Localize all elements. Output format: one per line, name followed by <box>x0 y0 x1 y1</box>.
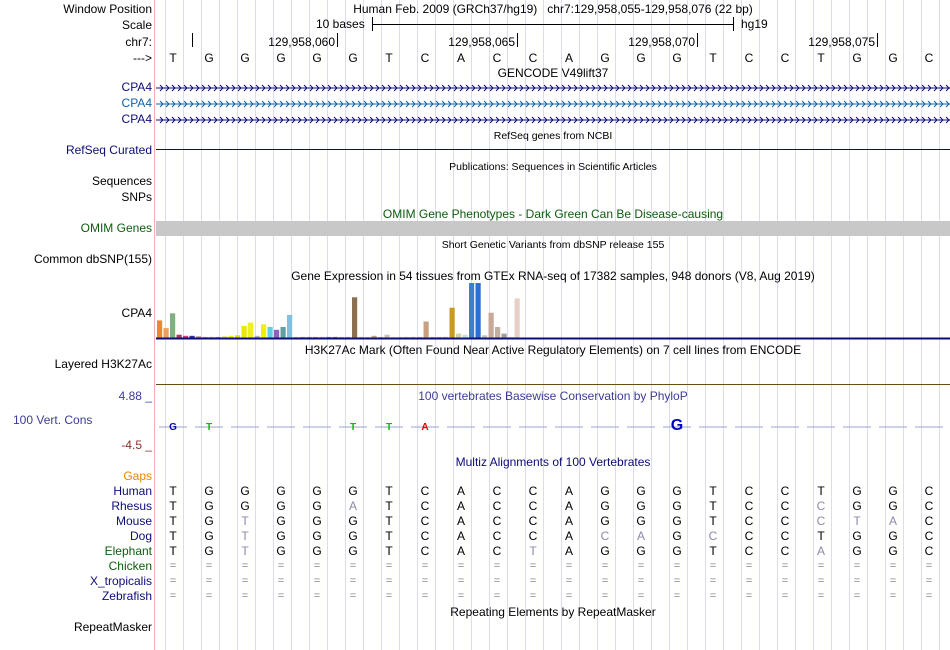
gtex-tissue-bar[interactable] <box>287 315 292 338</box>
scale-bar-right-tick <box>733 17 734 31</box>
multiz-aligned-base: G <box>276 514 286 528</box>
multiz-species-label[interactable]: Zebrafish <box>101 589 152 603</box>
multiz-aligned-base: T <box>241 544 249 558</box>
multiz-aligned-base: C <box>420 499 430 513</box>
multiz-aligned-base: G <box>672 529 682 543</box>
label-column-border <box>154 0 155 650</box>
multiz-aligned-base: = <box>313 575 321 587</box>
multiz-aligned-base: C <box>780 544 790 558</box>
multiz-aligned-base: = <box>349 590 357 602</box>
multiz-aligned-base: = <box>889 575 897 587</box>
multiz-species-label[interactable]: Human <box>113 484 152 498</box>
multiz-aligned-base: = <box>673 575 681 587</box>
multiz-aligned-base: G <box>240 499 250 513</box>
multiz-aligned-base: = <box>493 575 501 587</box>
reference-base: G <box>240 51 250 65</box>
multiz-aligned-base: = <box>745 575 753 587</box>
multiz-aligned-base: G <box>600 544 610 558</box>
multiz-species-label[interactable]: Mouse <box>115 514 152 528</box>
multiz-aligned-base: T <box>709 499 717 513</box>
multiz-aligned-base: G <box>672 544 682 558</box>
phylop-track-label[interactable]: 100 Vert. Cons <box>13 413 93 427</box>
multiz-aligned-base: = <box>709 575 717 587</box>
multiz-aligned-base: = <box>817 575 825 587</box>
multiz-aligned-base: = <box>781 590 789 602</box>
reference-base: C <box>420 51 430 65</box>
multiz-aligned-base: A <box>564 499 573 513</box>
multiz-aligned-base: C <box>528 529 538 543</box>
gtex-tissue-bar[interactable] <box>515 298 520 338</box>
multiz-aligned-base: = <box>169 590 177 602</box>
reference-base: T <box>169 51 177 65</box>
omim-gene-bar[interactable] <box>156 221 950 236</box>
multiz-aligned-base: C <box>492 484 502 498</box>
multiz-aligned-base: T <box>817 529 825 543</box>
gtex-tissue-bar[interactable] <box>476 283 481 338</box>
multiz-aligned-base: G <box>204 499 214 513</box>
gtex-tissue-bar[interactable] <box>352 297 357 338</box>
gaps-label: Gaps <box>123 469 152 483</box>
multiz-aligned-base: T <box>529 544 537 558</box>
multiz-species-label[interactable]: Elephant <box>104 544 152 558</box>
multiz-aligned-base: A <box>456 529 465 543</box>
multiz-aligned-base: G <box>636 514 646 528</box>
phylop-base-glyph: G <box>169 422 177 433</box>
reference-base: C <box>492 51 502 65</box>
multiz-aligned-base: = <box>745 590 753 602</box>
multiz-aligned-base: G <box>852 529 862 543</box>
multiz-aligned-base: C <box>924 514 934 528</box>
multiz-aligned-base: C <box>744 484 754 498</box>
assembly-position-title: Human Feb. 2009 (GRCh37/hg19) chr7:129,958,055-129,958,076 (22 bp) <box>353 2 753 16</box>
multiz-aligned-base: A <box>564 529 573 543</box>
scale-bar <box>372 24 733 25</box>
multiz-aligned-base: G <box>204 544 214 558</box>
repeatmasker-track-title: Repeating Elements by RepeatMasker <box>450 605 656 619</box>
h3k27ac-track-title: H3K27Ac Mark (Often Found Near Active Regulatory Elements) on 7 cell lines from ENCODE <box>304 343 802 357</box>
multiz-aligned-base: G <box>672 499 682 513</box>
multiz-aligned-base: G <box>348 514 358 528</box>
multiz-aligned-base: T <box>709 544 717 558</box>
multiz-species-label[interactable]: Dog <box>129 529 152 543</box>
h3k27ac-track-label[interactable]: Layered H3K27Ac <box>54 357 152 371</box>
multiz-aligned-base: G <box>240 484 250 498</box>
multiz-aligned-base: = <box>241 575 249 587</box>
multiz-aligned-base: C <box>744 499 754 513</box>
reference-base: C <box>924 51 934 65</box>
gtex-tissue-bar[interactable] <box>456 334 461 338</box>
ruler-tick-label: 129,958,075 <box>808 35 875 49</box>
multiz-aligned-base: = <box>349 560 357 572</box>
multiz-aligned-base: = <box>601 575 609 587</box>
multiz-aligned-base: = <box>241 590 249 602</box>
multiz-aligned-base: C <box>816 499 826 513</box>
gtex-tissue-bar[interactable] <box>157 320 162 338</box>
multiz-aligned-base: = <box>637 575 645 587</box>
multiz-aligned-base: = <box>565 575 573 587</box>
gtex-track-label[interactable]: CPA4 <box>121 306 152 320</box>
phylop-max-value: 4.88 _ <box>118 389 152 403</box>
multiz-aligned-base: = <box>565 590 573 602</box>
multiz-aligned-base: G <box>888 499 898 513</box>
multiz-aligned-base: = <box>781 575 789 587</box>
reference-base: A <box>456 51 465 65</box>
multiz-aligned-base: G <box>636 484 646 498</box>
multiz-aligned-base: C <box>924 499 934 513</box>
multiz-aligned-base: G <box>204 529 214 543</box>
multiz-aligned-base: C <box>780 499 790 513</box>
scale-label: Scale <box>121 18 152 32</box>
refseq-gene-line[interactable] <box>156 149 950 150</box>
multiz-aligned-base: C <box>492 529 502 543</box>
multiz-aligned-base: C <box>780 484 790 498</box>
multiz-aligned-base: T <box>169 499 177 513</box>
multiz-aligned-base: G <box>348 529 358 543</box>
multiz-aligned-base: C <box>816 514 826 528</box>
multiz-aligned-base: G <box>600 514 610 528</box>
multiz-aligned-base: A <box>564 514 573 528</box>
multiz-aligned-base: C <box>420 514 430 528</box>
multiz-aligned-base: A <box>456 544 465 558</box>
multiz-aligned-base: = <box>637 560 645 572</box>
multiz-aligned-base: C <box>924 529 934 543</box>
ruler-tick <box>517 33 518 47</box>
multiz-aligned-base: G <box>348 484 358 498</box>
multiz-aligned-base: T <box>241 529 249 543</box>
multiz-aligned-base: C <box>420 529 430 543</box>
multiz-aligned-base: = <box>421 560 429 572</box>
multiz-aligned-base: = <box>709 590 717 602</box>
multiz-aligned-base: = <box>745 560 753 572</box>
multiz-aligned-base: = <box>493 590 501 602</box>
scale-bar-text: 10 bases <box>316 17 365 31</box>
gencode-gene-models[interactable] <box>156 80 950 128</box>
multiz-aligned-base: G <box>312 484 322 498</box>
multiz-aligned-base: = <box>421 590 429 602</box>
multiz-aligned-base: C <box>744 514 754 528</box>
ruler-tick <box>697 33 698 47</box>
multiz-aligned-base: G <box>852 544 862 558</box>
reference-base: G <box>636 51 646 65</box>
omim-track-label[interactable]: OMIM Genes <box>80 221 152 235</box>
multiz-aligned-base: A <box>564 484 573 498</box>
multiz-aligned-base: T <box>169 529 177 543</box>
multiz-aligned-base: = <box>601 590 609 602</box>
gtex-tissue-bar[interactable] <box>242 326 247 338</box>
multiz-aligned-base: = <box>853 590 861 602</box>
phylop-base-glyph: T <box>385 422 393 433</box>
multiz-aligned-base: = <box>205 575 213 587</box>
multiz-aligned-base: = <box>673 560 681 572</box>
multiz-aligned-base: = <box>853 575 861 587</box>
multiz-aligned-base: A <box>456 499 465 513</box>
multiz-aligned-base: T <box>385 544 393 558</box>
gtex-tissue-bar[interactable] <box>164 328 169 338</box>
multiz-aligned-base: T <box>169 484 177 498</box>
multiz-aligned-base: C <box>744 544 754 558</box>
multiz-aligned-base: G <box>312 514 322 528</box>
multiz-aligned-base: G <box>276 499 286 513</box>
multiz-aligned-base: = <box>817 560 825 572</box>
multiz-aligned-base: T <box>817 484 825 498</box>
multiz-aligned-base: T <box>709 514 717 528</box>
multiz-aligned-base: G <box>672 484 682 498</box>
multiz-aligned-base: = <box>385 575 393 587</box>
multiz-aligned-base: T <box>385 529 393 543</box>
multiz-aligned-base: C <box>528 514 538 528</box>
multiz-aligned-base: = <box>709 560 717 572</box>
multiz-aligned-base: A <box>564 544 573 558</box>
multiz-aligned-base: G <box>600 484 610 498</box>
publications-label-snps[interactable]: SNPs <box>121 190 152 204</box>
multiz-aligned-base: G <box>312 544 322 558</box>
multiz-aligned-base: T <box>853 514 861 528</box>
gtex-tissue-bar[interactable] <box>469 283 474 338</box>
multiz-aligned-base: T <box>169 514 177 528</box>
multiz-aligned-base: G <box>312 499 322 513</box>
multiz-aligned-base: C <box>744 529 754 543</box>
multiz-aligned-base: = <box>493 560 501 572</box>
gtex-expression-chart[interactable] <box>156 283 950 341</box>
multiz-track-title: Multiz Alignments of 100 Vertebrates <box>455 455 651 469</box>
multiz-aligned-base: C <box>492 544 502 558</box>
reference-base: G <box>204 51 214 65</box>
gtex-tissue-bar[interactable] <box>489 313 494 338</box>
multiz-aligned-base: = <box>385 560 393 572</box>
multiz-aligned-base: G <box>852 484 862 498</box>
gencode-track-title: GENCODE V49lift37 <box>497 66 609 80</box>
multiz-aligned-base: A <box>816 544 825 558</box>
multiz-aligned-base: = <box>277 560 285 572</box>
multiz-aligned-base: C <box>528 499 538 513</box>
multiz-aligned-base: C <box>924 544 934 558</box>
reference-base: T <box>709 51 717 65</box>
multiz-aligned-base: = <box>781 560 789 572</box>
scale-bar-left-tick <box>372 17 373 31</box>
multiz-aligned-base: G <box>348 544 358 558</box>
multiz-aligned-base: C <box>600 529 610 543</box>
dbsnp-track-label[interactable]: Common dbSNP(155) <box>33 252 152 266</box>
multiz-aligned-base: G <box>276 484 286 498</box>
dbsnp-track-title: Short Genetic Variants from dbSNP release 155 <box>441 239 665 251</box>
gtex-track-title: Gene Expression in 54 tissues from GTEx RNA-seq of 17382 samples, 948 donors (V8, Aug 2019) <box>291 269 815 283</box>
multiz-aligned-base: = <box>853 560 861 572</box>
multiz-aligned-base: C <box>420 484 430 498</box>
multiz-aligned-base: G <box>276 529 286 543</box>
gtex-tissue-bar[interactable] <box>424 322 429 339</box>
multiz-aligned-base: = <box>277 590 285 602</box>
multiz-aligned-base: = <box>925 560 933 572</box>
multiz-aligned-base: = <box>457 590 465 602</box>
multiz-aligned-base: A <box>888 514 897 528</box>
multiz-species-label[interactable]: Chicken <box>108 559 152 573</box>
multiz-aligned-base: A <box>636 529 645 543</box>
gtex-tissue-bar[interactable] <box>170 313 175 338</box>
multiz-aligned-base: = <box>925 590 933 602</box>
multiz-aligned-base: A <box>456 514 465 528</box>
phylop-track-title: 100 vertebrates Basewise Conservation by PhyloP <box>418 389 688 403</box>
multiz-aligned-base: T <box>385 514 393 528</box>
ruler-tick-label: 129,958,065 <box>448 35 515 49</box>
multiz-aligned-base: C <box>492 514 502 528</box>
multiz-aligned-base: G <box>636 544 646 558</box>
multiz-aligned-base: = <box>889 590 897 602</box>
multiz-aligned-base: = <box>241 560 249 572</box>
multiz-aligned-base: = <box>925 575 933 587</box>
ruler-tick <box>877 33 878 47</box>
multiz-aligned-base: T <box>385 484 393 498</box>
omim-track-title: OMIM Gene Phenotypes - Dark Green Can Be Disease-causing <box>382 207 724 221</box>
multiz-aligned-base: T <box>709 484 717 498</box>
gtex-tissue-bar[interactable] <box>274 330 279 338</box>
gencode-gene-label-2[interactable]: CPA4 <box>121 96 152 110</box>
reference-base: G <box>348 51 358 65</box>
reference-base: C <box>780 51 790 65</box>
refseq-track-label[interactable]: RefSeq Curated <box>65 143 152 157</box>
gtex-tissue-bar[interactable] <box>281 327 286 338</box>
multiz-aligned-base: = <box>205 560 213 572</box>
multiz-aligned-base: C <box>420 544 430 558</box>
multiz-aligned-base: C <box>528 484 538 498</box>
h3k27ac-baseline[interactable] <box>156 384 950 385</box>
multiz-aligned-base: = <box>169 560 177 572</box>
ruler-tick <box>337 33 338 47</box>
reference-base: G <box>672 51 682 65</box>
reference-base: G <box>888 51 898 65</box>
multiz-aligned-base: = <box>457 575 465 587</box>
assembly-tag: hg19 <box>741 17 768 31</box>
multiz-aligned-base: = <box>205 590 213 602</box>
reference-base: C <box>744 51 754 65</box>
reference-base: G <box>600 51 610 65</box>
multiz-aligned-base: G <box>672 514 682 528</box>
gtex-tissue-bar[interactable] <box>502 334 507 338</box>
multiz-aligned-base: G <box>204 484 214 498</box>
multiz-aligned-base: = <box>457 560 465 572</box>
multiz-aligned-base: T <box>241 514 249 528</box>
multiz-species-label[interactable]: X_tropicalis <box>89 574 152 588</box>
multiz-aligned-base: G <box>600 499 610 513</box>
multiz-aligned-base: C <box>924 484 934 498</box>
reference-base: T <box>817 51 825 65</box>
ruler-tick-label: 129,958,060 <box>268 35 335 49</box>
multiz-aligned-base: = <box>313 560 321 572</box>
multiz-aligned-base: C <box>780 529 790 543</box>
phylop-base-glyph: A <box>421 422 429 433</box>
phylop-conservation-glyphs[interactable] <box>156 410 950 440</box>
reference-base: G <box>852 51 862 65</box>
ruler-tick-label: 129,958,070 <box>628 35 695 49</box>
multiz-aligned-base: = <box>601 560 609 572</box>
multiz-aligned-base: = <box>529 560 537 572</box>
window-position-label: Window Position <box>63 2 152 16</box>
publications-label-sequences[interactable]: Sequences <box>91 174 152 188</box>
multiz-aligned-base: = <box>889 560 897 572</box>
multiz-aligned-base: = <box>565 560 573 572</box>
multiz-aligned-base: G <box>636 499 646 513</box>
multiz-aligned-base: G <box>888 484 898 498</box>
multiz-aligned-base: G <box>888 529 898 543</box>
reference-base: T <box>385 51 393 65</box>
phylop-base-glyph: T <box>205 422 213 433</box>
multiz-aligned-base: = <box>385 590 393 602</box>
multiz-aligned-base: = <box>529 575 537 587</box>
gtex-tissue-bar[interactable] <box>248 323 253 338</box>
chrom-label: chr7: <box>125 35 152 49</box>
multiz-aligned-base: = <box>817 590 825 602</box>
ruler-tick-start <box>192 33 193 47</box>
multiz-aligned-base: = <box>637 590 645 602</box>
multiz-aligned-base: G <box>312 529 322 543</box>
reference-base: G <box>312 51 322 65</box>
gtex-tissue-bar[interactable] <box>450 308 455 338</box>
repeatmasker-track-label[interactable]: RepeatMasker <box>73 620 152 634</box>
multiz-aligned-base: = <box>673 590 681 602</box>
multiz-aligned-base: T <box>385 499 393 513</box>
phylop-min-value: -4.5 _ <box>121 438 152 452</box>
multiz-aligned-base: C <box>492 499 502 513</box>
multiz-aligned-base: = <box>313 590 321 602</box>
reference-base: C <box>528 51 538 65</box>
multiz-aligned-base: = <box>529 590 537 602</box>
reference-base: G <box>276 51 286 65</box>
multiz-aligned-base: A <box>348 499 357 513</box>
multiz-aligned-base: G <box>276 544 286 558</box>
phylop-base-glyph: G <box>670 417 684 434</box>
multiz-aligned-base: G <box>888 544 898 558</box>
multiz-aligned-base: G <box>852 499 862 513</box>
multiz-aligned-base: = <box>421 575 429 587</box>
multiz-aligned-base: G <box>204 514 214 528</box>
multiz-aligned-base: = <box>169 575 177 587</box>
refseq-track-title: RefSeq genes from NCBI <box>493 130 613 142</box>
gtex-tissue-bar[interactable] <box>268 327 273 338</box>
multiz-aligned-base: C <box>780 514 790 528</box>
multiz-aligned-base: = <box>349 575 357 587</box>
gencode-gene-label-1[interactable]: CPA4 <box>121 80 152 94</box>
strand-label: ---> <box>133 51 152 65</box>
multiz-aligned-base: C <box>708 529 718 543</box>
multiz-aligned-base: T <box>169 544 177 558</box>
gtex-tissue-bar[interactable] <box>261 324 266 338</box>
multiz-aligned-base: A <box>456 484 465 498</box>
reference-base: A <box>564 51 573 65</box>
gencode-gene-label-3[interactable]: CPA4 <box>121 112 152 126</box>
phylop-base-glyph: T <box>349 422 357 433</box>
publications-track-title: Publications: Sequences in Scientific Articles <box>449 161 657 173</box>
gtex-tissue-bar[interactable] <box>495 327 500 338</box>
multiz-species-label[interactable]: Rhesus <box>111 499 152 513</box>
multiz-aligned-base: = <box>277 575 285 587</box>
